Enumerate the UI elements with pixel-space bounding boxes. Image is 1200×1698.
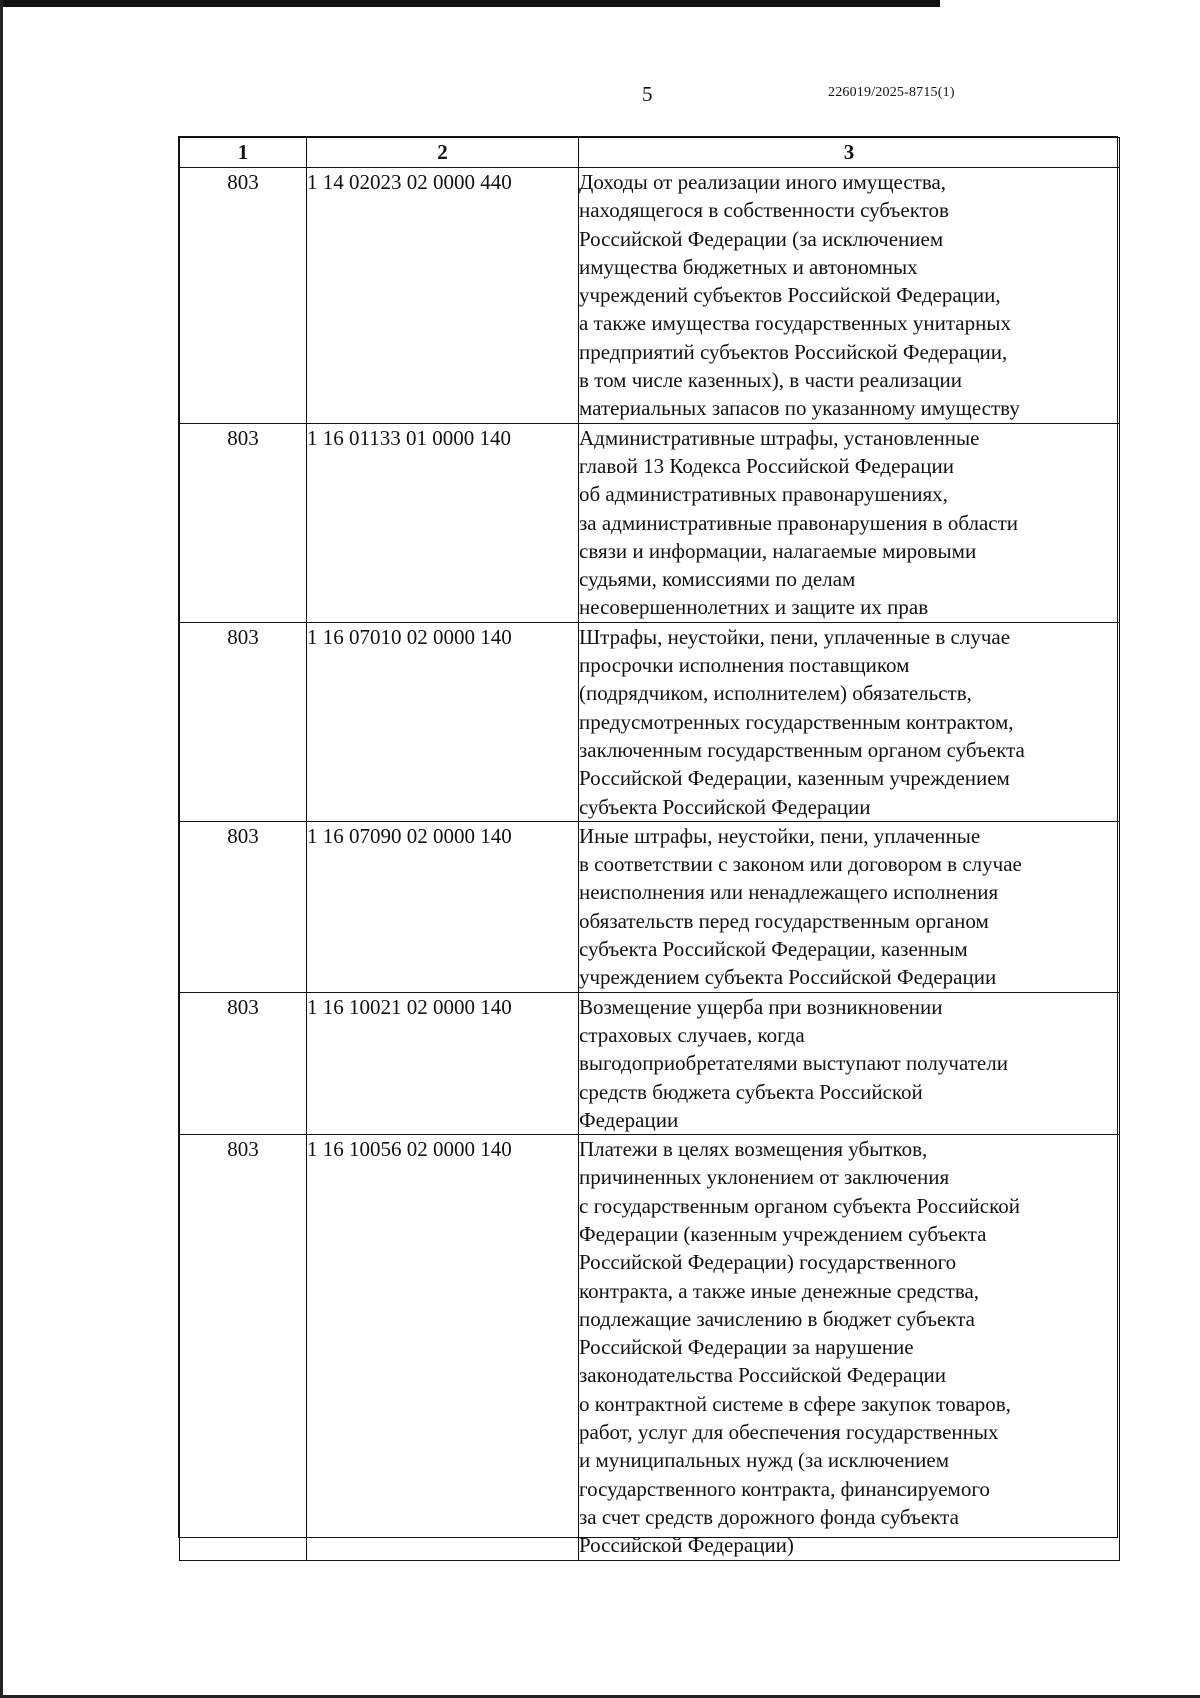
column-header-2: 2: [307, 138, 579, 168]
kbk-code-cell: 1 16 10056 02 0000 140: [307, 1135, 579, 1560]
table-row: [180, 423, 1120, 622]
kbk-code-cell: 1 16 07090 02 0000 140: [307, 821, 579, 992]
table-row: [180, 622, 1120, 821]
page-number: 5: [642, 82, 653, 106]
revenue-table: [179, 137, 1120, 1561]
admin-code-cell: 803: [180, 992, 307, 1134]
column-header-1: 1: [180, 138, 307, 168]
table-row: [180, 821, 1120, 992]
admin-code-cell: 803: [180, 1135, 307, 1560]
description-cell: Штрафы, неустойки, пени, уплаченные в случае просрочки исполнения поставщиком (подрядчиком, исполнителем) обязательств, предусмотренных государственным контрактом, заключенным государственным органом субъекта Российской Федерации, казенным учреждением субъекта Российской Федерации: [579, 622, 1120, 821]
kbk-code-cell: 1 16 07010 02 0000 140: [307, 622, 579, 821]
description-cell: Административные штрафы, установленные главой 13 Кодекса Российской Федерации об административных правонарушениях, за административные правонарушения в области связи и информации, налагаемые мировыми судьями, комиссиями по делам несовершеннолетних и защите их прав: [579, 423, 1120, 622]
description-cell: Иные штрафы, неустойки, пени, уплаченные в соответствии с законом или договором в случае неисполнения или ненадлежащего исполнения обязательств перед государственным органом субъекта Российской Федерации, казенным учреждением субъекта Российской Федерации: [579, 821, 1120, 992]
scan-top-border: [0, 0, 940, 7]
table-row: [180, 1135, 1120, 1560]
admin-code-cell: 803: [180, 622, 307, 821]
kbk-code-cell: 1 16 10021 02 0000 140: [307, 992, 579, 1134]
description-cell: Платежи в целях возмещения убытков, причиненных уклонением от заключения с государственным органом субъекта Российской Федерации (казенным учреждением субъекта Российской Федерации) государственного контракта, а также иные денежные средства, подлежащие зачислению в бюджет субъекта Российской Федерации за нарушение законодательства Российской Федерации о контрактной системе в сфере закупок товаров, работ, услуг для обеспечения государственных и муниципальных нужд (за исключением государственного контракта, финансируемого за счет средств дорожного фонда субъекта Российской Федерации): [579, 1135, 1120, 1560]
description-cell: Возмещение ущерба при возникновении страховых случаев, когда выгодоприобретателями выступают получатели средств бюджета субъекта Российской Федерации: [579, 992, 1120, 1134]
document-id: 226019/2025-8715(1): [828, 85, 955, 100]
column-header-3: 3: [579, 138, 1120, 168]
revenue-table-container: [178, 136, 1118, 1558]
admin-code-cell: 803: [180, 821, 307, 992]
table-header-row: [180, 138, 1120, 168]
table-row: [180, 168, 1120, 424]
kbk-code-cell: 1 14 02023 02 0000 440: [307, 168, 579, 424]
kbk-code-cell: 1 16 01133 01 0000 140: [307, 423, 579, 622]
admin-code-cell: 803: [180, 423, 307, 622]
description-cell: Доходы от реализации иного имущества, находящегося в собственности субъектов Российской Федерации (за исключением имущества бюджетных и автономных учреждений субъектов Российской Федерации, а также имущества государственных унитарных предприятий субъектов Российской Федерации, в том числе казенных), в части реализации материальных запасов по указанному имуществу: [579, 168, 1120, 424]
scan-left-border: [0, 0, 3, 1698]
table-row: [180, 992, 1120, 1134]
admin-code-cell: 803: [180, 168, 307, 424]
